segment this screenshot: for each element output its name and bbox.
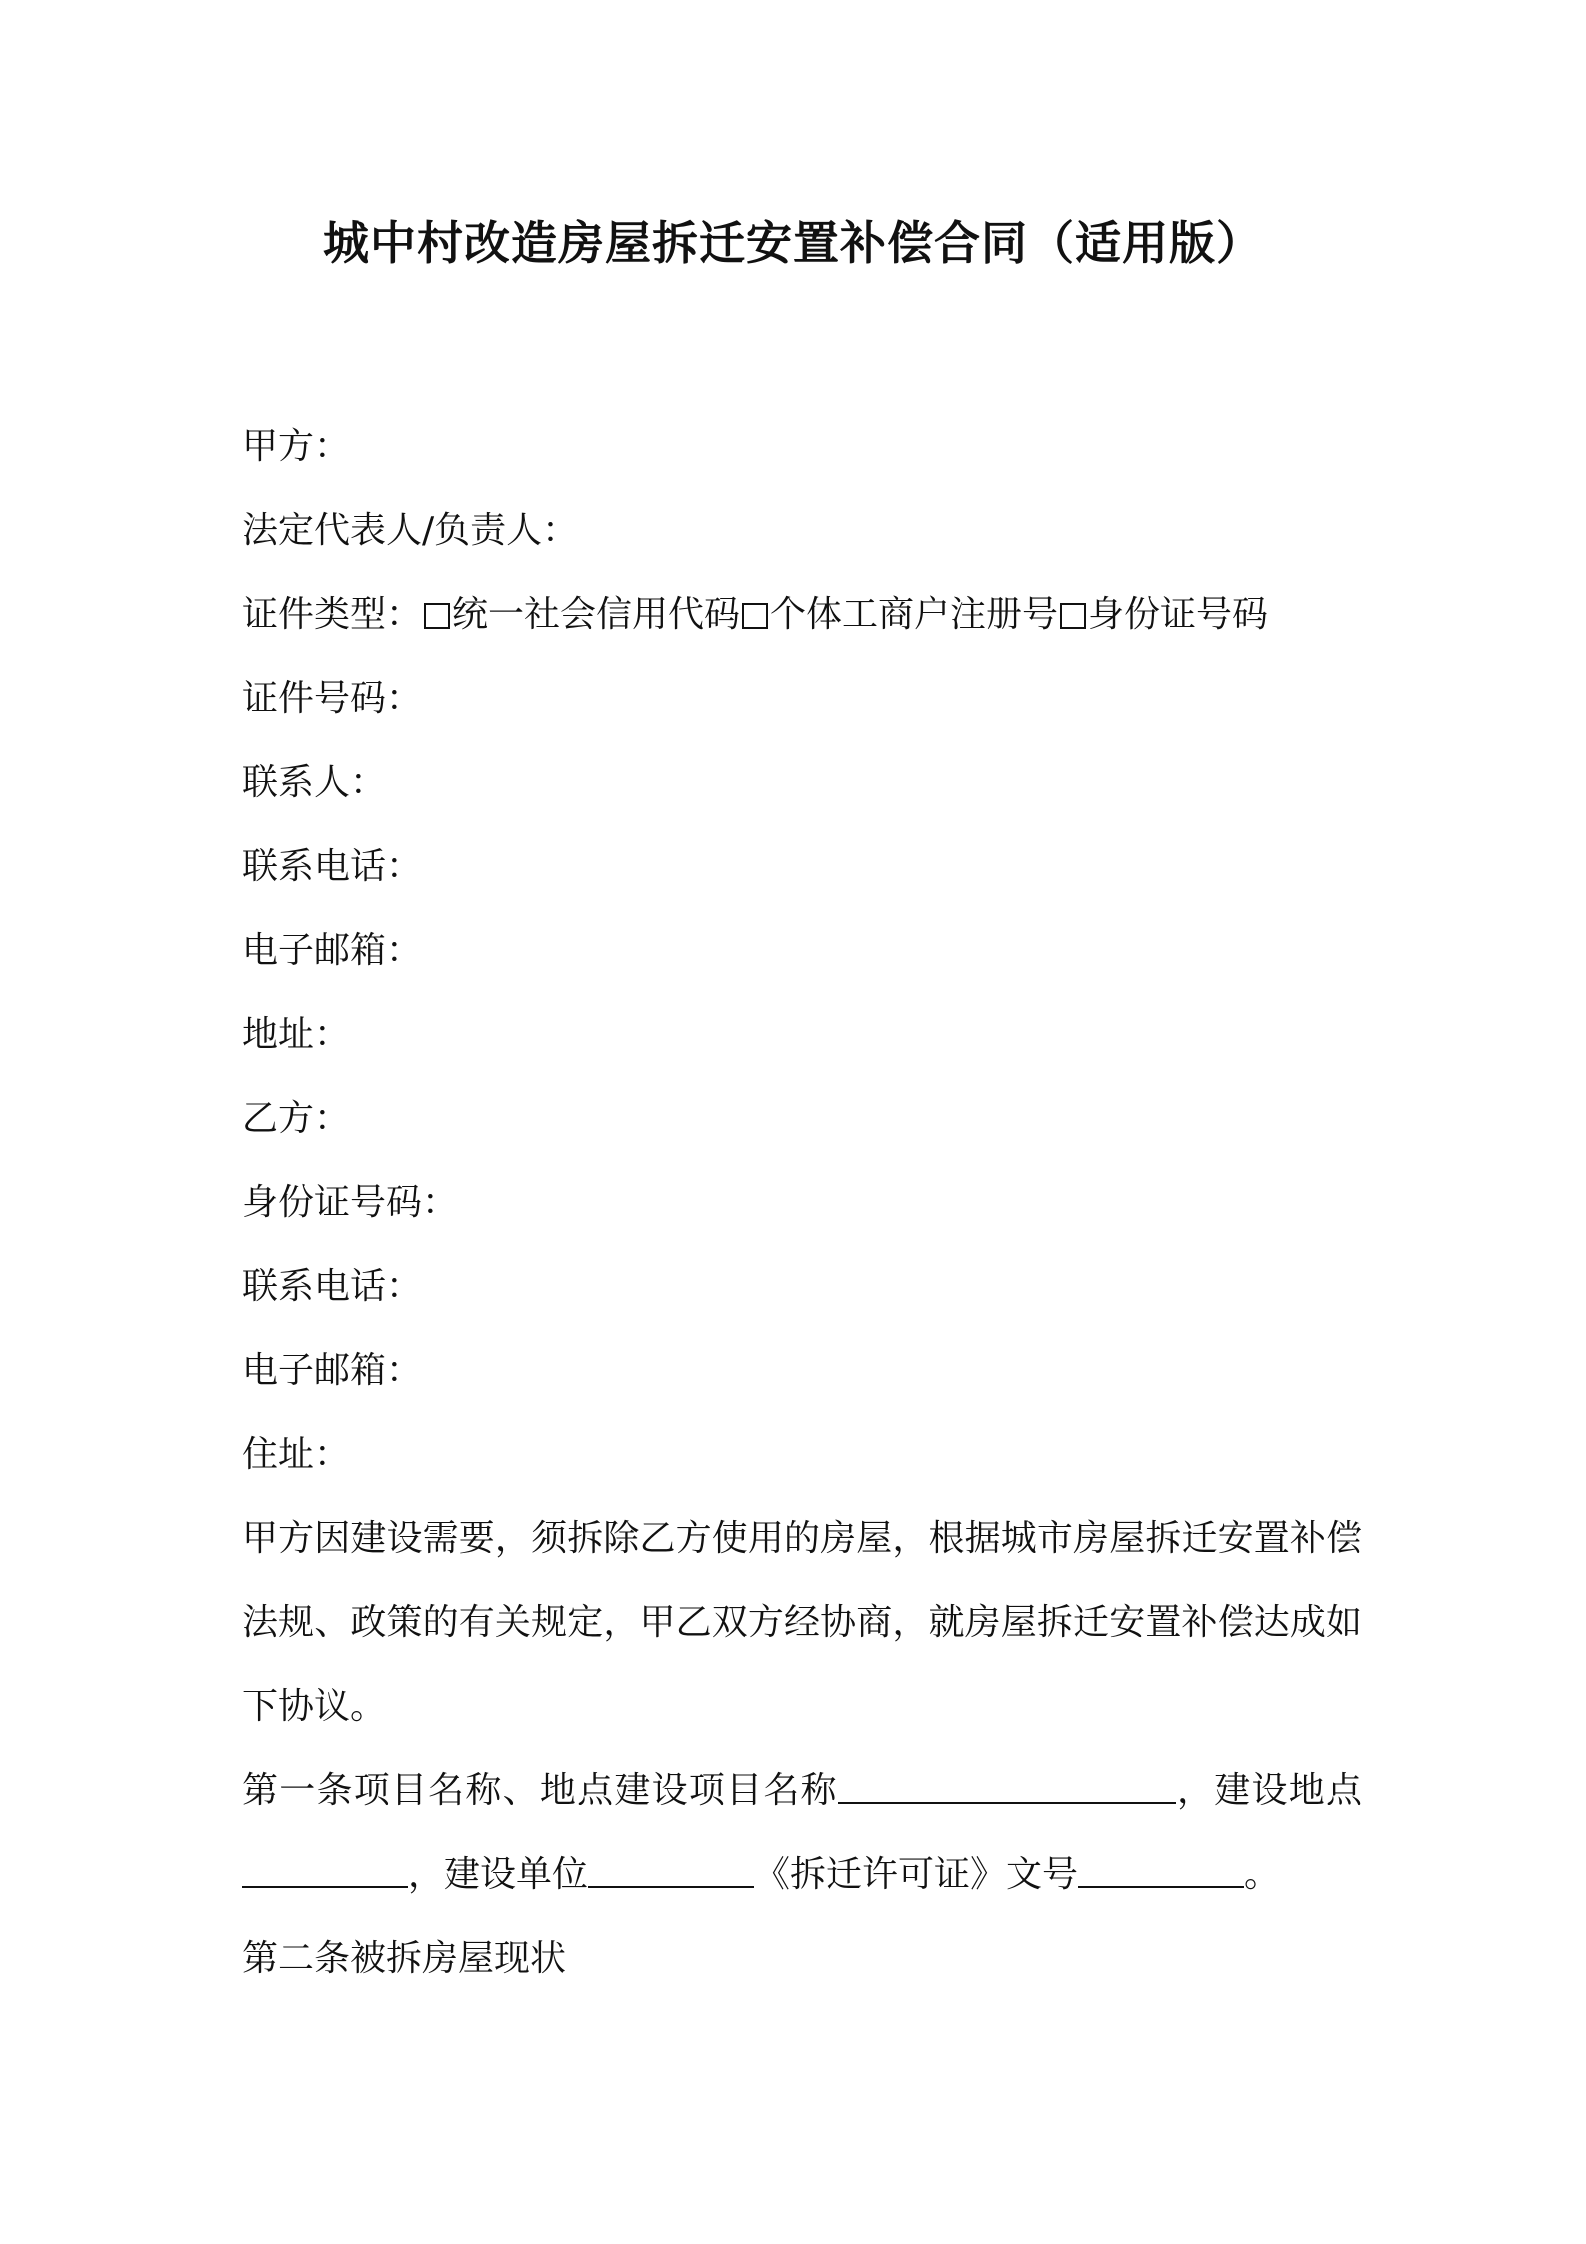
id-type-label: 证件类型：: [242, 594, 423, 635]
option-credit-code: 统一社会信用代码: [452, 594, 741, 635]
party-a-phone: 联系电话：: [242, 846, 423, 887]
party-a-label: 甲方：: [242, 426, 351, 467]
party-b-email: 电子邮箱：: [242, 1350, 423, 1391]
party-a-email: 电子邮箱：: [242, 930, 423, 971]
article-1-part-2: ，建设地点: [1175, 1770, 1362, 1811]
party-a-address: 地址：: [242, 1014, 351, 1055]
document-title: 城中村改造房屋拆迁安置补偿合同（适用版）: [323, 216, 1263, 270]
party-b-address: 住址：: [242, 1434, 351, 1475]
article-1-part-3: ，建设单位: [408, 1854, 589, 1895]
party-a-id-type: [242, 573, 1362, 657]
project-name-blank[interactable]: [838, 1772, 1176, 1804]
article-1-part-4: 《拆迁许可证》文号: [754, 1854, 1079, 1895]
document-body: [242, 405, 1362, 2001]
article-2-heading: 第二条被拆房屋现状: [242, 1938, 567, 1979]
checkbox-id-card[interactable]: [1060, 603, 1086, 629]
preamble-paragraph: 甲方因建设需要，须拆除乙方使用的房屋，根据城市房屋拆迁安置补偿法规、政策的有关规定，甲乙双方经协商，就房屋拆迁安置补偿达成如下协议。: [242, 1518, 1362, 1727]
option-id-card: 身份证号码: [1088, 594, 1269, 635]
party-b-label: 乙方：: [242, 1098, 351, 1139]
checkbox-business-registration[interactable]: [742, 603, 768, 629]
option-business-registration: 个体工商户注册号: [770, 594, 1059, 635]
party-b-phone: 联系电话：: [242, 1266, 423, 1307]
party-a-contact-person: 联系人：: [242, 762, 387, 803]
party-b-id-number: 身份证号码：: [242, 1182, 459, 1223]
construction-unit-blank[interactable]: [588, 1856, 754, 1888]
party-a-id-number: 证件号码：: [242, 678, 423, 719]
permit-number-blank[interactable]: [1078, 1856, 1244, 1888]
party-a-legal-representative: 法定代表人/负责人：: [242, 510, 579, 551]
article-1-part-1: 第一条项目名称、地点建设项目名称: [242, 1770, 838, 1811]
location-blank[interactable]: [242, 1856, 408, 1888]
article-1-paragraph: [242, 1749, 1362, 1917]
checkbox-credit-code[interactable]: [424, 603, 450, 629]
article-1-part-5: 。: [1244, 1854, 1281, 1895]
